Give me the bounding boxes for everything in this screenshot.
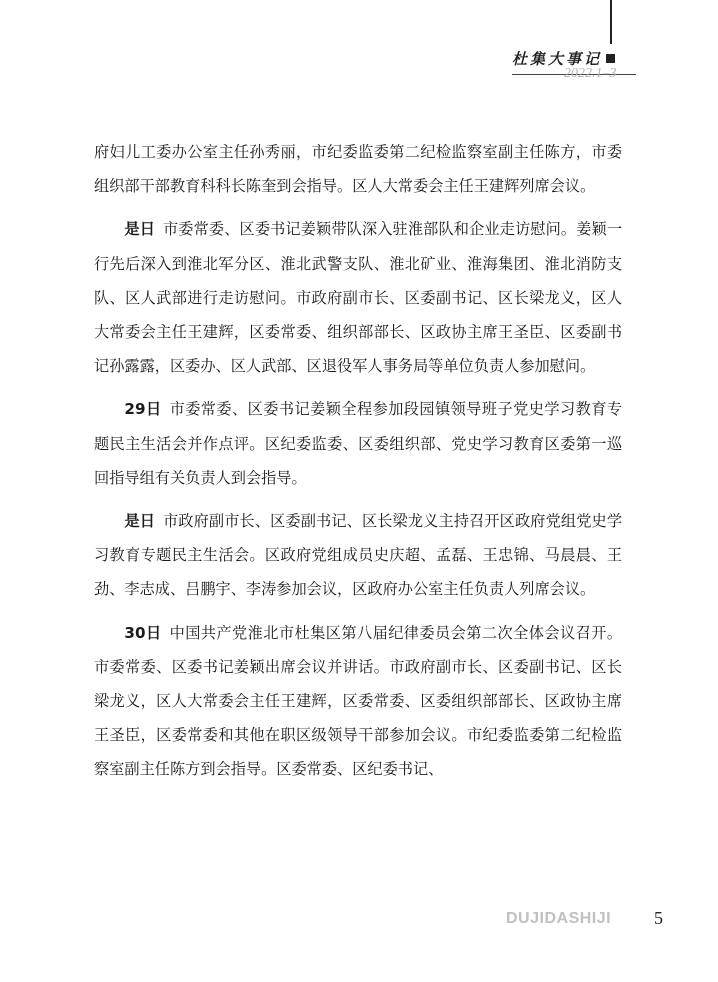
page-body (94, 135, 622, 796)
paragraph-3 (94, 392, 622, 495)
paragraph-text: 中国共产党淮北市杜集区第八届纪律委员会第二次全体会议召开。市委常委、区委书记姜颖出席会议并讲话。市政府副市长、区委副书记、区长梁龙义，区人大常委会主任王建辉，区委常委、区委组织部部长、区政协主席王圣臣，区委常委和其他在职区级领导干部参加会议。市纪委监委第二纪检监察室副主任陈方到会指导。区委常委、区纪委书记、 (94, 623, 623, 779)
date-label: 是日 (124, 512, 155, 531)
paragraph-2 (94, 212, 622, 383)
square-bullet-icon (606, 54, 615, 63)
header-date: 2022.1–3 (564, 66, 617, 81)
paragraph-text: 市委常委、区委书记姜颖全程参加段园镇领导班子党史学习教育专题民主生活会并作点评。区纪委监委、区委组织部、党史学习教育区委第一巡回指导组有关负责人到会指导。 (94, 400, 623, 487)
paragraph-4 (94, 504, 622, 607)
paragraph-1 (94, 135, 622, 203)
paragraph-text: 市政府副市长、区委副书记、区长梁龙义主持召开区政府党组党史学习教育专题民主生活会。区政府党组成员史庆超、孟磊、王忠锦、马晨晨、王劲、李志成、吕鹏宇、李涛参加会议，区政府办公室主任负责人列席会议。 (94, 512, 623, 599)
date-label: 30日 (124, 623, 162, 642)
date-label: 29日 (124, 400, 162, 419)
date-label: 是日 (124, 220, 155, 239)
paragraph-text: 市委常委、区委书记姜颖带队深入驻淮部队和企业走访慰问。姜颖一行先后深入到淮北军分区、淮北武警支队、淮北矿业、淮海集团、淮北消防支队、区人武部进行走访慰问。市政府副市长、区委副书记、区长梁龙义，区人大常委会主任王建辉，区委常委、组织部部长、区政协主席王圣臣、区委副书记孙露露，区委办、区人武部、区退役军人事务局等单位负责人参加慰问。 (94, 220, 623, 376)
header-title: 杜集大事记 (512, 50, 603, 68)
footer-brand: DUJIDASHIJI (506, 910, 612, 927)
page-number: 5 (654, 908, 663, 928)
paragraph-5 (94, 616, 622, 787)
paragraph-text: 府妇儿工委办公室主任孙秀丽，市纪委监委第二纪检监察室副主任陈方，市委组织部干部教育科科长陈奎到会指导。区人大常委会主任王建辉列席会议。 (94, 143, 622, 196)
header-vertical-rule (610, 0, 612, 44)
